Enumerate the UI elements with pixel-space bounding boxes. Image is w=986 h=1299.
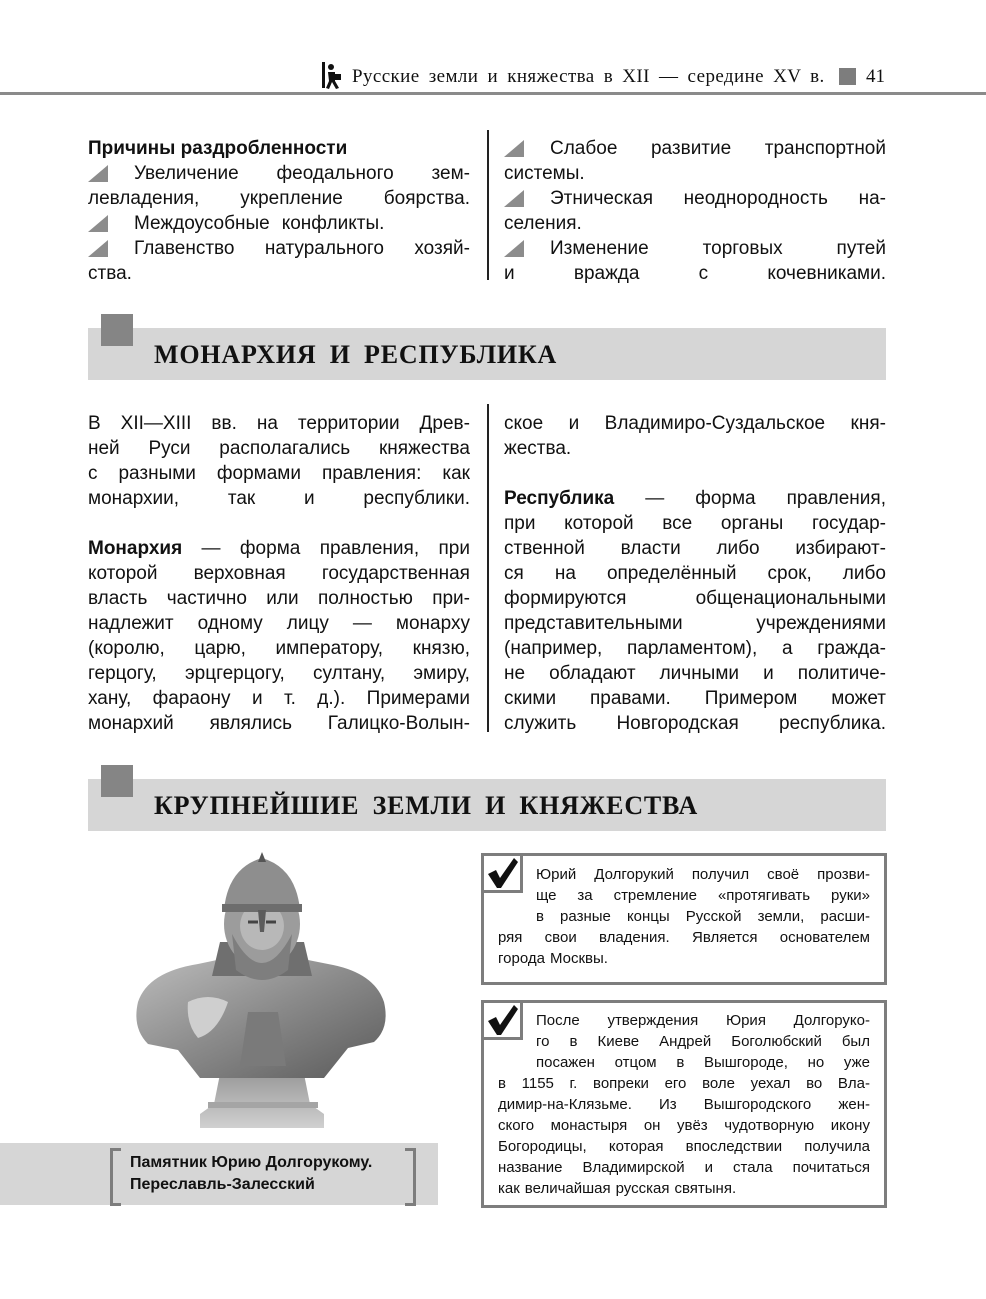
word: монастыря	[550, 1117, 628, 1134]
word: государ-	[811, 513, 886, 534]
word: Долгоруко-	[793, 1012, 870, 1029]
word: монарху	[395, 613, 470, 634]
word: Вышгородского	[703, 1096, 812, 1113]
text-line	[504, 611, 886, 636]
text-line	[88, 211, 470, 236]
word: т.	[283, 688, 296, 709]
word: основателем	[779, 929, 870, 946]
section-title: КРУПНЕЙШИЕ ЗЕМЛИ И КНЯЖЕСТВА	[154, 791, 699, 820]
word: —	[645, 488, 665, 509]
text-line	[88, 186, 470, 211]
word: разными	[118, 463, 196, 484]
word: укрепление	[240, 188, 343, 209]
word: стремление	[613, 887, 698, 904]
check-badge	[484, 1003, 523, 1040]
reasons-left-column	[88, 136, 470, 286]
word: Боголюбский	[731, 1033, 822, 1050]
word: и	[763, 663, 774, 684]
word: Этническая	[550, 188, 654, 209]
text-line	[88, 661, 470, 686]
word: форма	[239, 538, 301, 559]
word: являлись	[209, 713, 292, 734]
box-text-line	[498, 1158, 870, 1179]
word: формируются	[504, 588, 627, 609]
word: вопреки	[593, 1075, 649, 1092]
triangle-bullet-icon	[88, 215, 108, 232]
word: XII—XIII	[120, 413, 192, 434]
word: княжества	[378, 438, 470, 459]
section-title: МОНАРХИЯ И РЕСПУБЛИКА	[154, 340, 558, 369]
word: полностью	[317, 588, 413, 609]
text-line	[504, 461, 886, 486]
word: учреждениями	[756, 613, 886, 634]
text-line	[504, 261, 886, 286]
word: —	[201, 538, 221, 559]
caption-right-bracket	[405, 1148, 416, 1206]
word: путей	[836, 238, 886, 259]
word: свои	[544, 929, 577, 946]
word: Вла-	[837, 1075, 870, 1092]
section-marker-block	[101, 765, 133, 797]
caption-line-2: Переславль-Залесский	[130, 1176, 315, 1193]
word: хозяй-	[414, 238, 470, 259]
running-header	[0, 62, 986, 92]
word: и	[568, 413, 580, 434]
box-text-line	[498, 1137, 870, 1158]
word: при	[438, 538, 470, 559]
word: на	[554, 563, 576, 584]
word: святыня.	[674, 1180, 737, 1197]
word: за	[577, 887, 593, 904]
word: жен-	[838, 1096, 870, 1113]
word: русская	[615, 1180, 670, 1197]
word: получил	[691, 866, 750, 883]
word: скими	[504, 688, 557, 709]
word: системы.	[504, 163, 585, 184]
word: ственной	[504, 538, 585, 559]
word: одному	[197, 613, 263, 634]
word: ства.	[88, 263, 132, 284]
word: он	[643, 1117, 661, 1134]
word: зем-	[431, 163, 470, 184]
word: неоднородность	[683, 188, 828, 209]
word: царю,	[194, 638, 246, 659]
text-line	[504, 486, 886, 511]
word: не	[504, 663, 526, 684]
word: впоследствии	[685, 1138, 783, 1155]
text-line	[88, 136, 470, 161]
box-text-line	[498, 928, 870, 949]
word: с	[698, 263, 709, 284]
word: султану,	[313, 663, 386, 684]
word: 1155	[521, 1075, 554, 1092]
word: торговых	[702, 238, 783, 259]
text-line	[88, 436, 470, 461]
running-title: Русские земли и княжества в XII — середине XV в.	[352, 66, 825, 87]
word: димир-на-Клязьме.	[498, 1096, 632, 1113]
word: посажен	[536, 1054, 595, 1071]
word: гражда-	[817, 638, 886, 659]
info-box-andrey-bogolyubsky	[481, 1000, 887, 1208]
text-line	[88, 236, 470, 261]
box-text-line	[536, 1032, 870, 1053]
section-heading-largest-lands	[88, 779, 886, 831]
word: которой	[88, 563, 158, 584]
word: органы	[720, 513, 784, 534]
word: чудотворную	[724, 1117, 815, 1134]
triangle-bullet-icon	[504, 190, 524, 207]
word: надлежит	[88, 613, 174, 634]
word: при	[504, 513, 536, 534]
word: фараону	[152, 688, 231, 709]
word: Русской	[685, 908, 742, 925]
text-line	[88, 611, 470, 636]
text-line	[88, 486, 470, 511]
column-divider	[487, 130, 489, 280]
box-text-line	[498, 1116, 870, 1137]
box-text-line	[536, 1011, 870, 1032]
text-line	[504, 636, 886, 661]
word: разные	[560, 908, 611, 925]
word: хану,	[88, 688, 132, 709]
word: власть	[88, 588, 148, 609]
word: утверждения	[607, 1012, 699, 1029]
word: лицу	[286, 613, 329, 634]
info-box-dolgoruky-nickname	[481, 853, 887, 985]
word: как	[498, 1180, 520, 1197]
word: величайшая	[524, 1180, 611, 1197]
word: Киеве	[597, 1033, 640, 1050]
box-text-line	[536, 865, 870, 886]
word: уже	[843, 1054, 870, 1071]
word: д.).	[317, 688, 346, 709]
checkmark-icon	[484, 1003, 520, 1037]
word: развитие	[650, 138, 732, 159]
page-number: 41	[866, 66, 885, 87]
box-text-line	[498, 1179, 870, 1200]
word: икону	[830, 1117, 870, 1134]
text-line	[504, 711, 886, 736]
word: стала	[733, 1159, 773, 1176]
word: государственная	[321, 563, 470, 584]
word: ся	[504, 563, 524, 584]
word: кня-	[850, 413, 886, 434]
word: ряя	[498, 929, 523, 946]
word: жества.	[504, 438, 572, 459]
word: название	[498, 1159, 563, 1176]
word: в	[536, 908, 544, 925]
word: Главенство	[134, 238, 235, 259]
text-line	[504, 211, 886, 236]
word: обладают	[549, 663, 636, 684]
word: князю,	[412, 638, 470, 659]
text-line	[88, 711, 470, 736]
word: Республика	[504, 488, 615, 509]
word: —	[352, 613, 372, 634]
word: г.	[569, 1075, 578, 1092]
word: Слабое	[550, 138, 618, 159]
text-line	[88, 411, 470, 436]
word: и	[704, 1159, 714, 1176]
word: республики.	[363, 488, 470, 509]
word: но	[807, 1054, 825, 1071]
header-rule	[0, 92, 986, 95]
word: Монархия	[88, 538, 183, 559]
word: концы	[626, 908, 670, 925]
word: формами	[216, 463, 301, 484]
column-divider	[487, 404, 489, 732]
word: увёз	[676, 1117, 708, 1134]
word: расши-	[820, 908, 870, 925]
text-line	[504, 411, 886, 436]
word: на	[256, 413, 278, 434]
word: и	[504, 263, 515, 284]
triangle-bullet-icon	[504, 140, 524, 157]
word: срок,	[767, 563, 812, 584]
check-badge	[484, 856, 523, 893]
word: как	[442, 463, 470, 484]
word: Юрий	[536, 866, 577, 883]
word: транспортной	[764, 138, 886, 159]
text-line	[504, 661, 886, 686]
word: Андрей	[659, 1033, 712, 1050]
word: ское	[504, 413, 544, 434]
word: После	[536, 1012, 580, 1029]
word: личными	[659, 663, 740, 684]
text-line	[88, 261, 470, 286]
word: Руси	[148, 438, 191, 459]
monarchy-left-column	[88, 411, 470, 736]
text-line	[504, 511, 886, 536]
word: в	[498, 1075, 506, 1092]
box-text-line	[536, 886, 870, 907]
word: был	[841, 1033, 870, 1050]
word: левладения,	[88, 188, 200, 209]
word: парламентом),	[627, 638, 758, 659]
word: или	[266, 588, 299, 609]
box-text-line	[536, 1053, 870, 1074]
box-text-line	[536, 907, 870, 928]
word: в	[569, 1033, 578, 1050]
text-line	[504, 436, 886, 461]
monarchy-right-column	[504, 411, 886, 736]
word: монархии,	[88, 488, 180, 509]
word: республика.	[779, 713, 886, 734]
text-line	[88, 536, 470, 561]
word: на-	[858, 188, 886, 209]
word: владения.	[598, 929, 670, 946]
word: почитаться	[792, 1159, 870, 1176]
word: селения.	[504, 213, 582, 234]
box-text-line	[498, 1095, 870, 1116]
word: Изменение	[550, 238, 649, 259]
word: правления:	[321, 463, 422, 484]
word: В	[88, 413, 101, 434]
word: либо	[842, 563, 886, 584]
word: правами.	[589, 688, 671, 709]
word: монархий	[88, 713, 174, 734]
word: ще	[536, 887, 557, 904]
word: кочевниками.	[767, 263, 886, 284]
text-line	[88, 461, 470, 486]
word: может	[831, 688, 886, 709]
caption-left-bracket	[110, 1148, 121, 1206]
word: воле	[702, 1075, 735, 1092]
word: правления,	[319, 538, 420, 559]
word: во	[806, 1075, 823, 1092]
word: которой	[564, 513, 634, 534]
word: либо	[716, 538, 760, 559]
box-text-line	[498, 1074, 870, 1095]
text-line	[504, 586, 886, 611]
word: Древ-	[419, 413, 470, 434]
word: при-	[432, 588, 470, 609]
word: власти	[620, 538, 681, 559]
reasons-right-column	[504, 136, 886, 286]
word: располагались	[219, 438, 351, 459]
text-line	[504, 136, 886, 161]
word: Примером	[704, 688, 798, 709]
word: феодального	[276, 163, 394, 184]
word: Является	[691, 929, 758, 946]
caption-line-1: Памятник Юрию Долгорукому.	[130, 1154, 373, 1171]
word: (например,	[504, 638, 603, 659]
word: и	[251, 688, 263, 709]
text-line	[504, 161, 886, 186]
triangle-bullet-icon	[88, 240, 108, 257]
text-line	[88, 511, 470, 536]
word: руки»	[831, 887, 870, 904]
word: Москвы.	[549, 950, 608, 967]
word: Галицко-Волын-	[327, 713, 470, 734]
word: вв.	[211, 413, 237, 434]
word: Владимиро-Суздальское	[604, 413, 826, 434]
word: Увеличение	[134, 163, 239, 184]
word: Междоусобные	[134, 213, 270, 234]
word: территории	[297, 413, 400, 434]
word: общенациональными	[695, 588, 886, 609]
word: верховная	[193, 563, 286, 584]
word: Причины раздробленности	[88, 138, 348, 159]
checkmark-icon	[484, 856, 520, 890]
word: отцом	[614, 1054, 657, 1071]
text-line	[88, 561, 470, 586]
text-line	[88, 686, 470, 711]
word: Новгородская	[616, 713, 739, 734]
yuri-dolgoruky-bust-image	[128, 852, 392, 1132]
reading-figure-icon	[320, 62, 342, 90]
text-line	[504, 236, 886, 261]
word: получила	[804, 1138, 870, 1155]
word: Богородицы,	[498, 1138, 587, 1155]
box-text-line	[498, 949, 870, 970]
word: частично	[166, 588, 247, 609]
word: с	[88, 463, 98, 484]
word: своё	[767, 866, 800, 883]
word: представительными	[504, 613, 683, 634]
section-heading-monarchy-republic	[88, 328, 886, 380]
word: Примерами	[366, 688, 470, 709]
word: в	[676, 1054, 685, 1071]
word: ней	[88, 438, 120, 459]
text-line	[504, 561, 886, 586]
word: (королю,	[88, 638, 165, 659]
word: Долгорукий	[594, 866, 674, 883]
text-line	[88, 586, 470, 611]
word: форма	[695, 488, 756, 509]
word: которая	[608, 1138, 664, 1155]
word: служить	[504, 713, 577, 734]
word: а	[781, 638, 793, 659]
word: прозви-	[817, 866, 870, 883]
word: боярства.	[383, 188, 470, 209]
word: «протягивать	[717, 887, 811, 904]
word: Владимирской	[582, 1159, 685, 1176]
text-line	[88, 636, 470, 661]
triangle-bullet-icon	[88, 165, 108, 182]
word: города	[498, 950, 545, 967]
word: герцогу,	[88, 663, 157, 684]
word: Из	[659, 1096, 677, 1113]
word: эрцгерцогу,	[184, 663, 285, 684]
word: го	[536, 1033, 550, 1050]
header-square-marker	[839, 68, 856, 85]
text-line	[504, 536, 886, 561]
word: Вышгороде,	[703, 1054, 788, 1071]
word: правления,	[786, 488, 886, 509]
word: земли,	[757, 908, 805, 925]
section-marker-block	[101, 314, 133, 346]
word: и	[304, 488, 315, 509]
triangle-bullet-icon	[504, 240, 524, 257]
word: ского	[498, 1117, 535, 1134]
word: эмиру,	[413, 663, 470, 684]
text-line	[504, 186, 886, 211]
word: его	[664, 1075, 687, 1092]
word: все	[662, 513, 693, 534]
word: натурального	[264, 238, 384, 259]
word: уехал	[750, 1075, 791, 1092]
word: вражда	[573, 263, 640, 284]
word: определённый	[606, 563, 737, 584]
text-line	[504, 686, 886, 711]
word: императору,	[275, 638, 384, 659]
word: так	[227, 488, 256, 509]
word: конфликты.	[281, 213, 385, 234]
word: избирают-	[795, 538, 886, 559]
image-caption	[110, 1148, 416, 1200]
word: политиче-	[797, 663, 886, 684]
word: Юрия	[725, 1012, 766, 1029]
text-line	[88, 161, 470, 186]
